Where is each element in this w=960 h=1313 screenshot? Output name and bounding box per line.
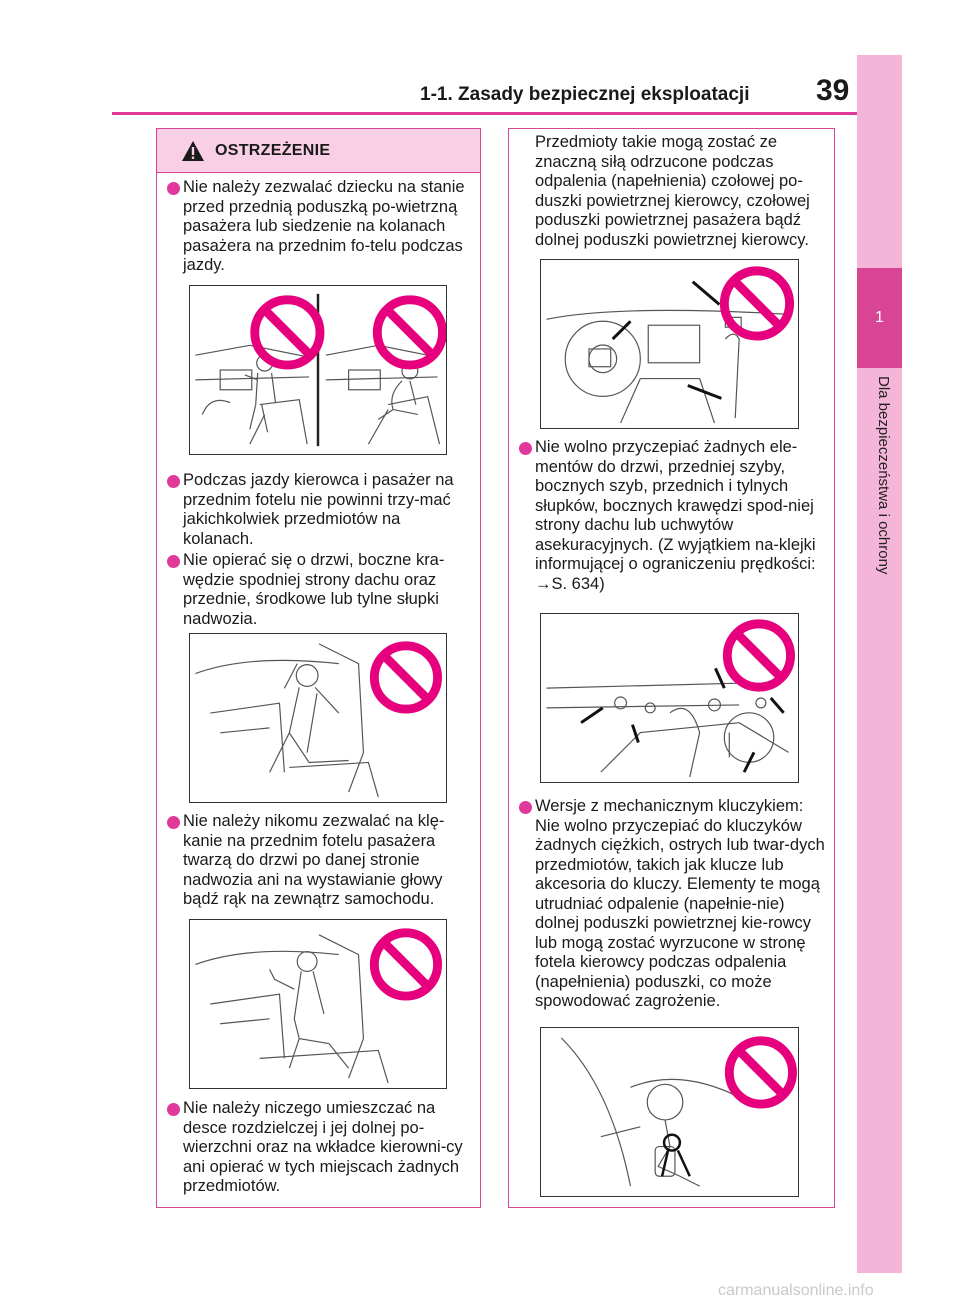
bullet-text: Nie należy niczego umieszczać na desce rozdzielczej i jej dolnej po-wierzchni oraz na wkładce kierowni-cy ani opierać w tych miejscach żadnych przedmiotów. — [183, 1099, 463, 1195]
list-item — [167, 471, 475, 549]
illustration-attached-accessories — [541, 614, 798, 782]
intro-paragraph — [519, 133, 829, 250]
bullet-icon — [167, 1103, 180, 1116]
warning-title: OSTRZEŻENIE — [215, 141, 331, 159]
warning-box-left — [156, 128, 481, 1208]
header-title: 1-1. Zasady bezpiecznej eksploatacji — [420, 84, 750, 105]
footer-watermark[interactable]: carmanualsonline.info — [718, 1282, 874, 1299]
bullet-text: Nie opierać się o drzwi, boczne kra-wędzie spodniej strony dachu oraz przednie, środkowe lub tylne słupki nadwozia. — [183, 551, 445, 628]
bullet-text: Wersje z mechanicznym kluczykiem: Nie wolno przyczepiać do kluczyków żadnych ciężkich, ostrych lub twar-dych przedmiotów, takich jak klucze lub akcesoria do kluczy. Elementy te mogą utrudniać odpalenie (napełnie-nie) dolnej poduszki powietrznej kie-rowcy lub mogą zostać wyrzucone w stronę fotela kierowcy podczas odpalenia (napełnienia) poduszki, co może spowodować zagrożenie. — [535, 797, 825, 1010]
bullet-icon — [167, 182, 180, 195]
warning-header — [157, 129, 480, 173]
warning-triangle-icon — [181, 140, 205, 162]
header-divider — [112, 112, 857, 115]
illustration-key-ring — [541, 1028, 798, 1196]
list-item — [519, 797, 829, 1012]
illustration-passenger-leaning — [190, 634, 446, 802]
bullet-text: Nie należy nikomu zezwalać na klę-kanie na przednim fotelu pasażera twarzą do drzwi po danej stronie nadwozia ani na wystawianie głowy bądź rąk na zewnątrz samochodu. — [183, 812, 445, 908]
bullet-icon — [167, 555, 180, 568]
prohibition-icon — [729, 1041, 792, 1104]
list-item — [167, 551, 475, 629]
bullet-icon — [167, 475, 180, 488]
figure-kneeling-on-seat — [189, 919, 447, 1089]
bullet-icon — [167, 816, 180, 829]
figure-key-accessories — [540, 1027, 799, 1197]
list-item — [167, 178, 475, 276]
prohibition-icon — [255, 300, 320, 365]
list-item — [519, 438, 829, 594]
prohibition-icon — [374, 646, 437, 709]
bullet-icon — [519, 442, 532, 455]
side-chapter-number[interactable]: 1 — [857, 268, 902, 368]
figure-items-on-windows — [540, 613, 799, 783]
bullet-text: Nie wolno przyczepiać żadnych ele-mentów do drzwi, przedniej szyby, bocznych szyb, przednich i tylnych słupków, bocznych krawędzi spod-niej strony dachu lub uchwytów asekuracyjnych. (Z wyjątkiem na-klejki informującej o ograniczeniu prędkości: →S. 634) — [535, 438, 816, 593]
illustration-child-kneeling — [190, 920, 446, 1088]
bullet-text: Podczas jazdy kierowca i pasażer na przednim fotelu nie powinni trzy-mać jakichkolwiek przedmiotów na kolanach. — [183, 471, 454, 548]
figure-items-on-dashboard — [540, 259, 799, 429]
prohibition-icon — [374, 933, 437, 996]
side-chapter-title: Dla bezpieczeństwa i ochrony — [875, 376, 892, 575]
bullet-icon — [519, 801, 532, 814]
bullet-text: Nie należy zezwalać dziecku na stanie przed przednią poduszką po-wietrzną pasażera lub siedzenie na kolanach pasażera na przednim fo-telu podczas jazdy. — [183, 178, 465, 274]
illustration-dashboard-objects — [541, 260, 798, 428]
list-item — [167, 1099, 475, 1197]
warning-box-right — [508, 128, 835, 1208]
list-item — [167, 812, 475, 910]
intro-text: Przedmioty takie mogą zostać ze znaczną siłą odrzucone podczas odpalenia (napełnienia) czołowej po-duszki powietrznej kierowcy, czołowej poduszki powietrznej pasażera bądź dolnej poduszki powietrznej kierowcy. — [535, 133, 810, 249]
figure-leaning-on-door — [189, 633, 447, 803]
illustration-child-front-seat — [190, 286, 446, 454]
figure-child-standing — [189, 285, 447, 455]
prohibition-icon — [727, 624, 790, 687]
page-number: 39 — [816, 74, 850, 107]
prohibition-icon — [724, 271, 789, 336]
